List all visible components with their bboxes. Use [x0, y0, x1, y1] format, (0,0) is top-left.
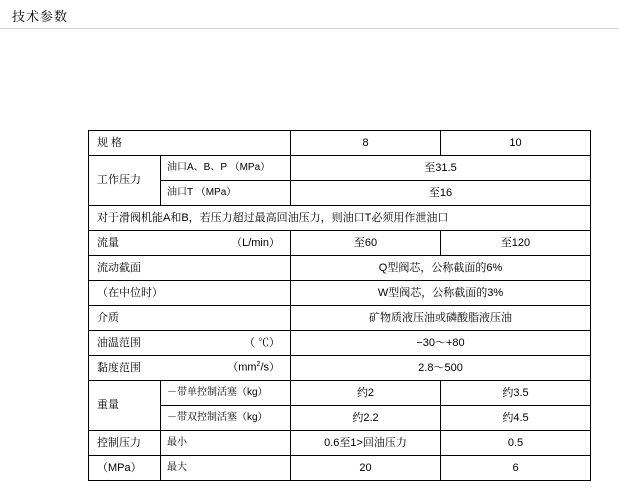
- row-sub-working-pressure-ab-p: 油口A、B、P （MPa）: [161, 156, 291, 181]
- row-label-weight: 重量: [89, 381, 161, 431]
- row-unit-viscosity: $(mm^2/s)$: [227, 361, 280, 374]
- row-label-flow-section-neutral: （在中位时）: [89, 281, 291, 306]
- table-row: [89, 181, 591, 206]
- table-row: [89, 156, 591, 181]
- technical-parameters-table: [88, 130, 591, 481]
- row-label-viscosity-text: 黏度范围: [97, 361, 141, 374]
- row-label-medium: 介质: [89, 306, 291, 331]
- row-label-oil-temperature-text: 油温范围: [97, 336, 141, 349]
- table-row: [89, 256, 591, 281]
- row-sub-working-pressure-t: 油口T （MPa）: [161, 181, 291, 206]
- table-row: [89, 206, 591, 231]
- row-value-viscosity: 2.8～500: [291, 356, 591, 381]
- header-size-10: 10: [441, 131, 591, 156]
- table-row: [89, 331, 591, 356]
- row-value-weight-single-10: 约3.5: [441, 381, 591, 406]
- row-unit-oil-temperature: （ ℃）: [243, 336, 280, 349]
- row-label-flow-section: 流动截面: [89, 256, 291, 281]
- table-row: [89, 381, 591, 406]
- row-label-flow-rate-text: 流量: [97, 236, 119, 249]
- row-value-flow-rate-8: 至60: [291, 231, 441, 256]
- row-value-flow-rate-10: 至120: [441, 231, 591, 256]
- row-value-flow-section-w: W型阀芯，公称截面的3%: [291, 281, 591, 306]
- table-row: [89, 281, 591, 306]
- table-row: [89, 456, 591, 481]
- header-spec-label: 规 格: [89, 131, 291, 156]
- table-row: [89, 431, 591, 456]
- page-title: 技术参数: [12, 9, 69, 24]
- row-label-control-pressure-unit: （MPa）: [89, 456, 161, 481]
- row-value-working-pressure-t: 至16: [291, 181, 591, 206]
- header-size-8: 8: [291, 131, 441, 156]
- row-sub-weight-single: －带单控制活塞（kg）: [161, 381, 291, 406]
- row-value-control-pressure-max-10: 6: [441, 456, 591, 481]
- table-header-row: [89, 131, 591, 156]
- row-sub-control-pressure-min: 最小: [161, 431, 291, 456]
- table-row: [89, 356, 591, 381]
- row-value-weight-double-10: 约4.5: [441, 406, 591, 431]
- row-unit-flow-rate: （L/min）: [231, 236, 280, 249]
- table-row: [89, 231, 591, 256]
- row-value-control-pressure-max-8: 20: [291, 456, 441, 481]
- row-value-oil-temperature: −30～+80: [291, 331, 591, 356]
- row-value-weight-single-8: 约2: [291, 381, 441, 406]
- row-note-drain-port: 对于滑阀机能A和B，若压力超过最高回油压力，则油口T必须用作泄油口: [89, 206, 591, 231]
- row-label-control-pressure: 控制压力: [89, 431, 161, 456]
- table-row: [89, 306, 591, 331]
- row-value-medium: 矿物质液压油或磷酸脂液压油: [291, 306, 591, 331]
- row-label-oil-temperature: [89, 331, 291, 356]
- row-value-flow-section-q: Q型阀芯，公称截面的6%: [291, 256, 591, 281]
- title-divider: [0, 28, 619, 29]
- row-value-control-pressure-min-10: 0.5: [441, 431, 591, 456]
- row-value-weight-double-8: 约2.2: [291, 406, 441, 431]
- row-label-viscosity: [89, 356, 291, 381]
- row-value-working-pressure-ab-p: 至31.5: [291, 156, 591, 181]
- row-value-control-pressure-min-8: 0.6至1>回油压力: [291, 431, 441, 456]
- row-label-flow-rate: [89, 231, 291, 256]
- row-label-working-pressure: 工作压力: [89, 156, 161, 206]
- row-sub-weight-double: －带双控制活塞（kg）: [161, 406, 291, 431]
- table-row: [89, 406, 591, 431]
- row-sub-control-pressure-max: 最大: [161, 456, 291, 481]
